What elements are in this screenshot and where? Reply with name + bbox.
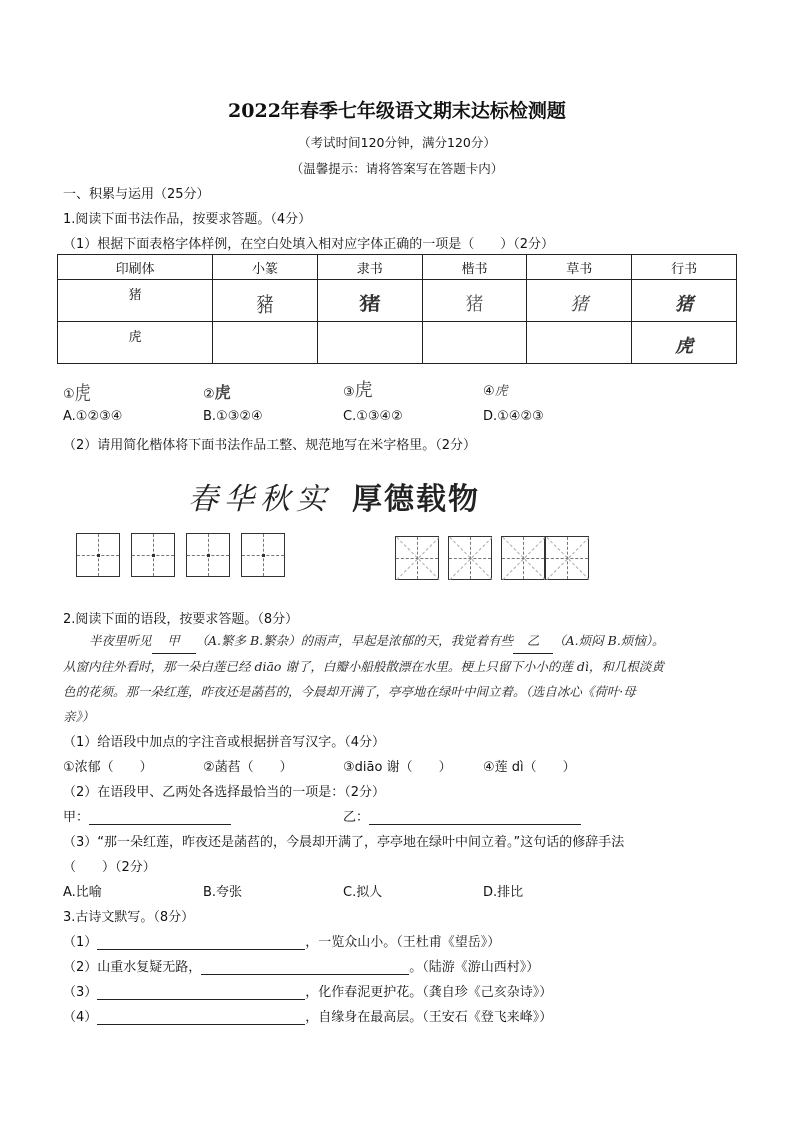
mi-grid[interactable]	[501, 536, 545, 580]
q1-sub1: （1）根据下面表格字体样例，在空白处填入相对应字体正确的一项是（ ）（2分）	[63, 237, 555, 252]
clerical-tiger-glyph: 虎	[214, 383, 231, 402]
poem-text: 山重水复疑无路，	[97, 960, 202, 975]
yi-answer-row	[343, 806, 581, 825]
calligraphy-right: 厚德载物	[352, 482, 480, 517]
blank-jia: 甲	[152, 628, 196, 654]
passage-text: （A.烦闷 B.烦恼）。	[553, 633, 665, 648]
passage-line: 亲》）	[63, 709, 95, 724]
writing-grid[interactable]	[241, 533, 285, 577]
poem-item-number: （1）	[63, 935, 98, 950]
table-cell-empty	[317, 322, 422, 364]
printed-char: 猪	[128, 288, 142, 303]
cursive-tiger-glyph: 虎	[494, 384, 508, 399]
running-script-char: 猪	[675, 294, 694, 315]
option-number: ③	[343, 385, 355, 400]
writing-grid[interactable]	[76, 533, 120, 577]
option-glyph-3	[343, 376, 373, 402]
passage-line: 从窗内往外看时，那一朵白莲已经 diāo 谢了，白瓣小船般散漂在水里。梗上只留下小小的莲 dì，和几根淡黄	[63, 659, 664, 674]
regular-tiger-glyph: 虎	[354, 380, 373, 401]
poem-item-number: （2）	[63, 960, 98, 975]
mi-grid[interactable]	[545, 536, 589, 580]
poem-item-number: （3）	[63, 985, 98, 1000]
table-cell	[58, 322, 213, 364]
q2-sub3-answer: （ ）（2分）	[63, 860, 156, 875]
q1-stem: 1.阅读下面书法作品，按要求答题。（4分）	[63, 212, 312, 227]
poem-item-4	[63, 1006, 552, 1025]
seal-tiger-glyph: 虎	[74, 381, 91, 405]
answer-option-c: C.①③④②	[343, 409, 403, 424]
passage-line: 色的花须。那一朵红莲，昨夜还是菡萏的，今晨却开满了，亭亭地在绿叶中间立着。（选自冰心《荷叶·母	[63, 684, 636, 699]
table-cell	[58, 280, 213, 322]
rhetoric-option-c: C.拟人	[343, 885, 383, 900]
jia-answer-row	[63, 806, 231, 825]
q2-stem: 2.阅读下面的语段，按要求答题。（8分）	[63, 612, 299, 627]
poem-blank[interactable]	[97, 934, 305, 950]
table-cell	[527, 280, 632, 322]
table-cell	[632, 322, 737, 364]
table-header: 行书	[632, 255, 737, 280]
printed-char: 虎	[128, 330, 142, 345]
writing-grid[interactable]	[186, 533, 230, 577]
seal-script-char: 豬	[256, 293, 274, 318]
poem-text: ，自缘身在最高层。（王安石《登飞来峰》）	[305, 1010, 553, 1025]
option-number: ②	[203, 387, 215, 402]
table-cell-empty	[422, 322, 527, 364]
q3-stem: 3.古诗文默写。（8分）	[63, 910, 195, 925]
blank-yi: 乙	[513, 628, 553, 654]
answer-option-a: A.①②③④	[63, 409, 123, 424]
poem-text: 。（陆游《游山西村》）	[409, 960, 540, 975]
exam-title: 2022年春季七年级语文期末达标检测题	[228, 100, 566, 122]
poem-item-number: （4）	[63, 1010, 98, 1025]
poem-item-2	[63, 956, 539, 975]
poem-blank[interactable]	[97, 1009, 305, 1025]
jia-label: 甲：	[63, 810, 90, 825]
table-cell-empty	[213, 322, 318, 364]
table-cell	[632, 280, 737, 322]
poem-blank[interactable]	[201, 959, 409, 975]
pinyin-item: ③diāo 谢（ ）	[343, 760, 452, 775]
jia-answer-blank[interactable]	[89, 809, 231, 825]
rhetoric-option-d: D.排比	[483, 885, 524, 900]
calligraphy-left: 春华秋实	[188, 482, 332, 517]
poem-text: ，化作春泥更护花。（龚自珍《己亥杂诗》）	[305, 985, 553, 1000]
option-glyph-4	[483, 380, 508, 399]
q2-sub3: （3）“那一朵红莲，昨夜还是菡萏的，今晨却开满了，亭亭地在绿叶中间立着。”这句话的修辞手法	[63, 835, 625, 850]
table-cell	[422, 280, 527, 322]
passage-text: （A.繁多 B.繁杂）的雨声，早起是浓郁的天，我觉着有些	[195, 633, 514, 648]
writing-grid[interactable]	[131, 533, 175, 577]
pinyin-item: ①浓郁（ ）	[63, 760, 153, 775]
table-header: 小篆	[213, 255, 318, 280]
q2-sub2: （2）在语段甲、乙两处各选择最恰当的一项是：（2分）	[63, 785, 386, 800]
table-cell	[213, 280, 318, 322]
yi-answer-blank[interactable]	[369, 809, 581, 825]
mi-grid[interactable]	[448, 536, 492, 580]
poem-text: ，一览众山小。（王杜甫《望岳》）	[305, 935, 501, 950]
running-script-char: 虎	[675, 336, 694, 357]
section-heading: 一、积累与运用（25分）	[63, 187, 210, 202]
rhetoric-option-b: B.夸张	[203, 885, 243, 900]
answer-option-b: B.①③②④	[203, 409, 263, 424]
option-number: ①	[63, 387, 75, 402]
clerical-script-char: 猪	[358, 294, 381, 315]
exam-tip: （温馨提示：请将答案写在答题卡内）	[290, 161, 504, 176]
option-glyph-2	[203, 380, 231, 403]
font-style-table	[57, 254, 737, 364]
exam-duration: （考试时间120分钟，满分120分）	[298, 135, 496, 150]
passage-text: 半夜里听见	[89, 633, 152, 648]
pinyin-item: ④莲 dì（ ）	[483, 760, 576, 775]
poem-blank[interactable]	[97, 984, 305, 1000]
q2-sub1: （1）给语段中加点的字注音或根据拼音写汉字。（4分）	[63, 735, 386, 750]
yi-label: 乙：	[343, 810, 370, 825]
mi-grid[interactable]	[395, 536, 439, 580]
option-glyph-1	[63, 380, 91, 403]
answer-option-d: D.①④②③	[483, 409, 544, 424]
pinyin-item: ②菡萏（ ）	[203, 760, 293, 775]
option-number: ④	[483, 384, 495, 399]
q1-sub2: （2）请用简化楷体将下面书法作品工整、规范地写在米字格里。（2分）	[63, 438, 477, 453]
table-header: 草书	[527, 255, 632, 280]
table-cell	[317, 280, 422, 322]
table-header: 隶书	[317, 255, 422, 280]
regular-script-char: 猪	[465, 294, 484, 315]
poem-item-1	[63, 931, 500, 950]
cursive-script-char: 猪	[570, 294, 589, 315]
reading-passage	[63, 628, 733, 729]
poem-item-3	[63, 981, 552, 1000]
table-header: 楷书	[422, 255, 527, 280]
table-header: 印刷体	[58, 255, 213, 280]
table-cell-empty	[527, 322, 632, 364]
rhetoric-option-a: A.比喻	[63, 885, 102, 900]
